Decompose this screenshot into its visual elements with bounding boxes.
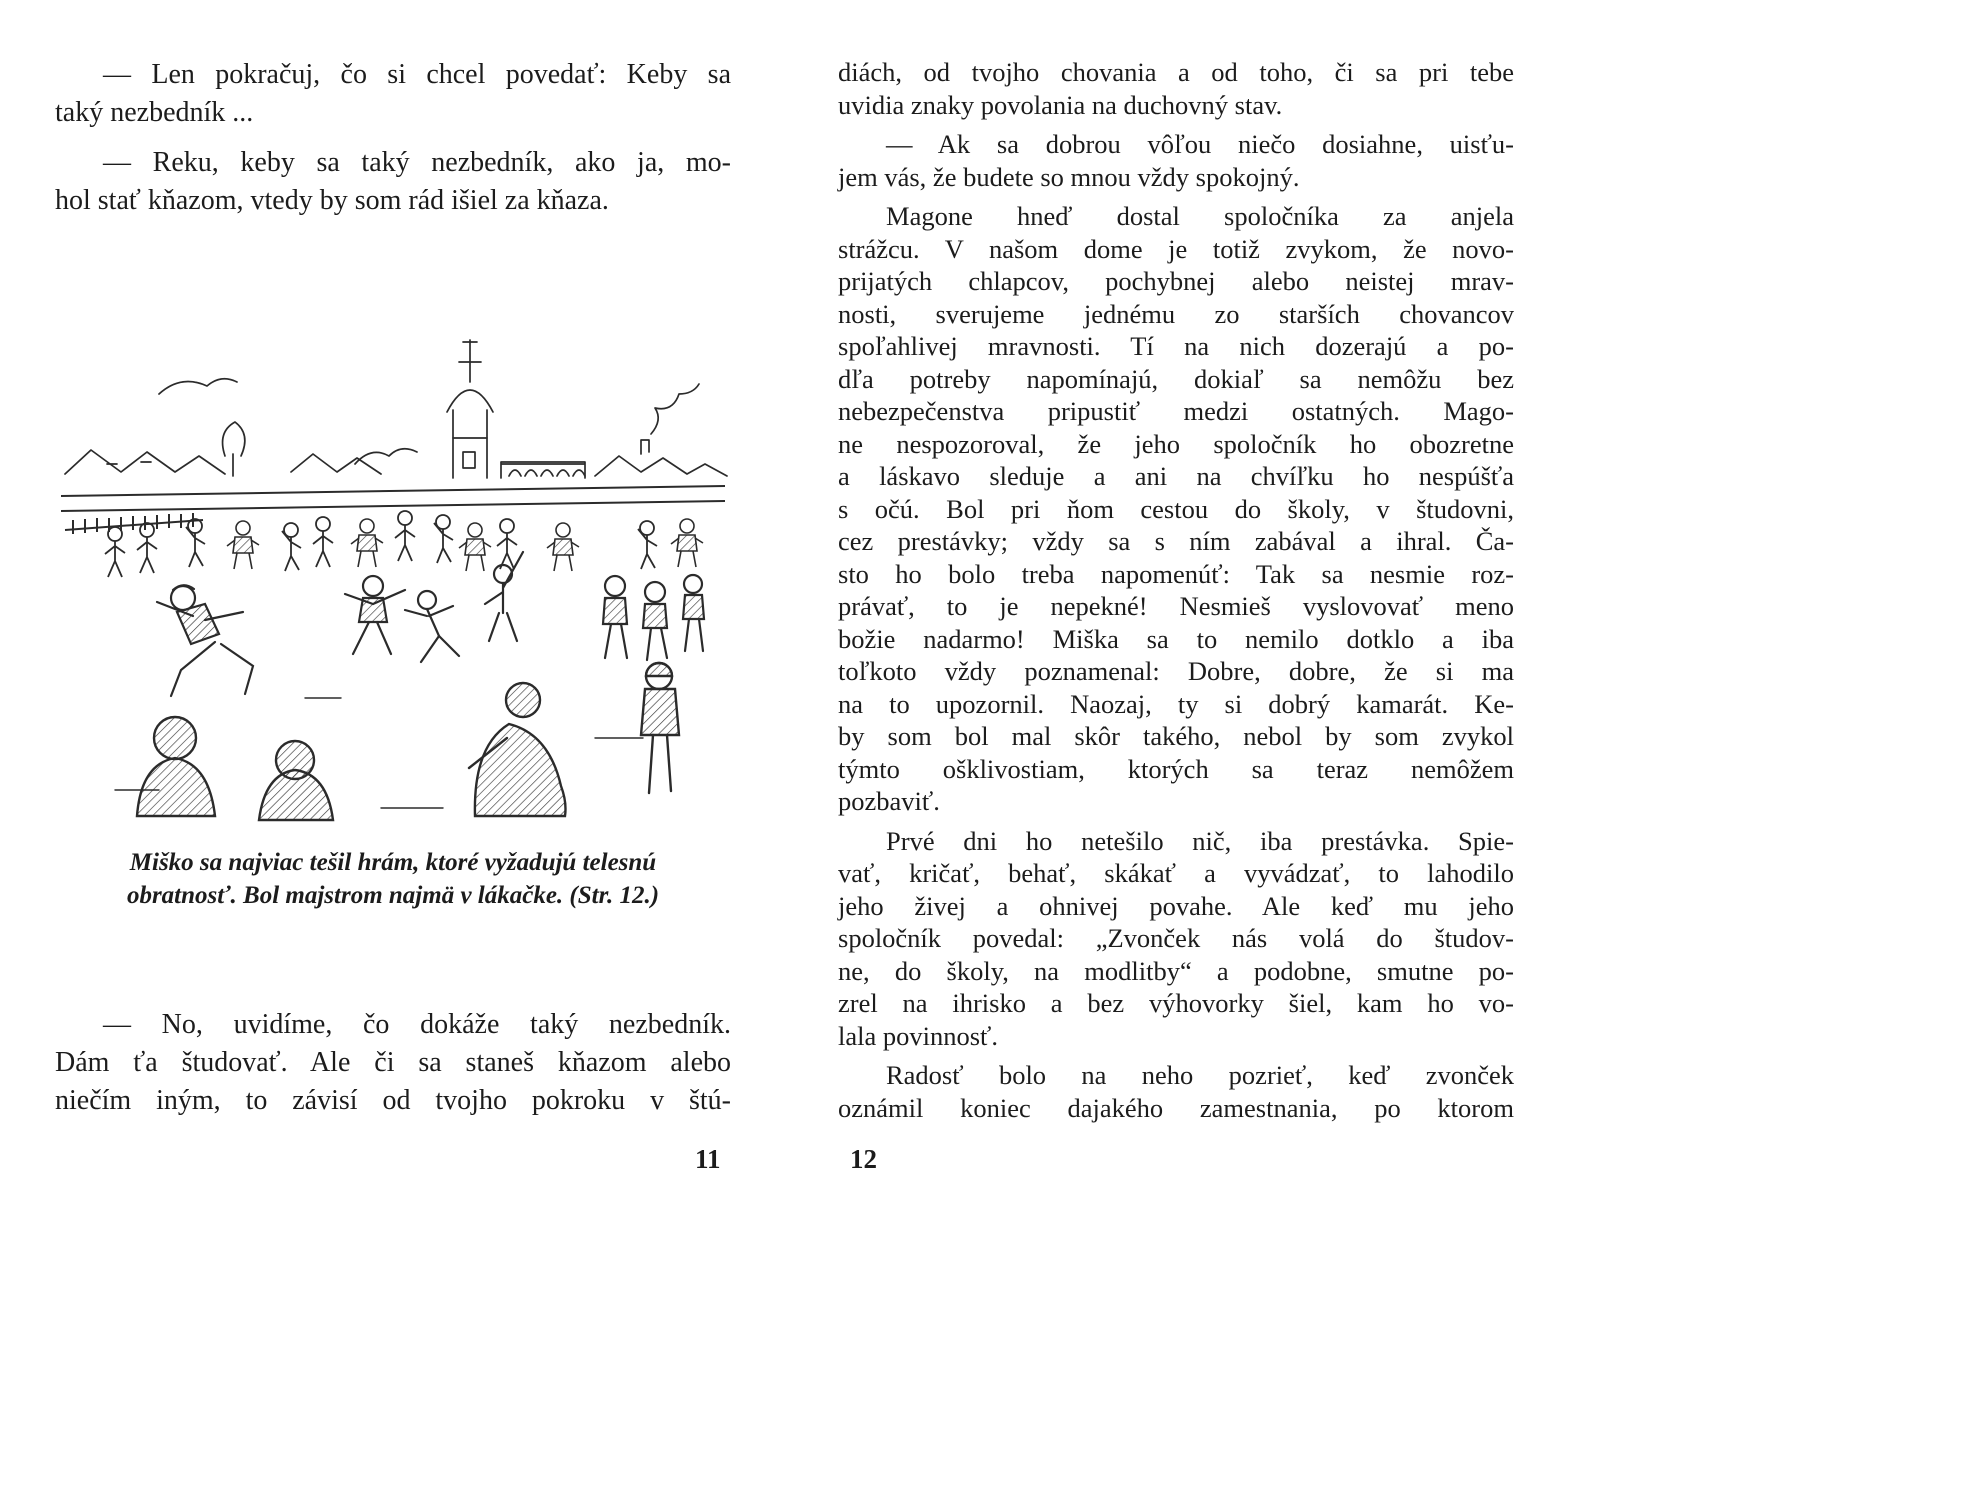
text-line: nosti, sverujeme jednému zo starších chovancov	[838, 298, 1514, 329]
paragraph	[55, 1006, 731, 1120]
illustration-foreground-figures	[115, 663, 679, 820]
paragraph	[55, 144, 731, 220]
illustration-skyline	[65, 340, 727, 478]
text-line: Magone hneď dostal spoločníka za anjela	[886, 201, 1514, 231]
left-page-top-text	[55, 56, 731, 220]
text-line: ne, do školy, na modlitby“ a podobne, smutne po-	[838, 955, 1514, 986]
text-line: by som bol mal skôr takého, nebol by som zvykol	[838, 721, 1514, 751]
text-line: Radosť bolo na neho pozrieť, keď zvonček	[886, 1060, 1514, 1090]
illustration-block	[55, 268, 731, 828]
text-line: diách, od tvojho chovania a od toho, či sa pri tebe	[838, 57, 1514, 87]
text-line: božie nadarmo! Miška sa to nemilo dotklo a iba	[838, 623, 1514, 654]
text-line: — Reku, keby sa taký nezbedník, ako ja, mo-	[103, 147, 731, 178]
text-line: uvidia znaky povolania na duchovný stav.	[838, 89, 1283, 120]
paragraph	[838, 128, 1514, 193]
text-line: jeho živej a ohnivej povahe. Ale keď mu jeho	[838, 890, 1514, 921]
text-line: na to upozornil. Naozaj, ty si dobrý kamarát. Ke-	[838, 688, 1514, 719]
page-number-left: 11	[695, 1144, 721, 1174]
text-line: týmto ošklivostiam, ktorých sa teraz nemôžem	[838, 753, 1514, 784]
text-line: prijatých chlapcov, pochybnej alebo neistej mrav-	[838, 266, 1514, 296]
text-line: sto ho bolo treba napomenúť: Tak sa nesmie roz-	[838, 558, 1514, 589]
paragraph	[838, 1059, 1514, 1124]
text-line: — Ak sa dobrou vôľou niečo dosiahne, uisťu-	[886, 129, 1514, 159]
text-line: zrel na ihrisko a bez výhovorky šiel, kam ho vo-	[838, 988, 1514, 1018]
text-line: Prvé dni ho netešilo nič, iba prestávka. Spie-	[886, 825, 1514, 856]
book-page-right	[838, 0, 1514, 1500]
paragraph	[838, 56, 1514, 121]
text-line: s očú. Bol pri ňom cestou do školy, v študovni,	[838, 493, 1514, 524]
text-line: toľkoto vždy poznamenal: Dobre, dobre, že si ma	[838, 656, 1514, 686]
paragraph	[55, 56, 731, 132]
text-line: niečím iným, to závisí od tvojho pokroku v štú-	[55, 1085, 731, 1116]
text-line: spoločník povedal: „Zvonček nás volá do študov-	[838, 923, 1514, 953]
text-line: právať, to je nepekné! Nesmieš vyslovovať meno	[838, 591, 1514, 621]
page-number-right: 12	[850, 1144, 877, 1174]
text-line: strážcu. V našom dome je totiž zvykom, že novo-	[838, 233, 1514, 264]
text-line: nebezpečenstva pripustiť medzi ostatných. Mago-	[838, 396, 1514, 426]
text-line: taký nezbedník ...	[55, 97, 254, 128]
text-line: ne nespozoroval, že jeho spoločník ho obozretne	[838, 428, 1514, 459]
book-page-left	[55, 0, 731, 1500]
text-line: hol stať kňazom, vtedy by som rád išiel za kňaza.	[55, 185, 609, 216]
illustration-players	[157, 552, 704, 696]
left-page-bottom-text	[55, 1006, 731, 1120]
paragraph	[838, 200, 1514, 818]
text-line: — Len pokračuj, čo si chcel povedať: Keby sa	[103, 59, 731, 90]
text-line: vať, kričať, behať, skákať a vyvádzať, to lahodilo	[838, 858, 1514, 888]
text-line: cez prestávky; vždy sa s ním zabával a ihral. Ča-	[838, 526, 1514, 556]
text-line: dľa potreby napomínajú, dokiaľ sa nemôžu bez	[838, 363, 1514, 394]
text-line: — No, uvidíme, čo dokáže taký nezbedník.	[103, 1009, 731, 1040]
right-page-text	[838, 56, 1514, 1124]
text-line: lala povinnosť.	[838, 1020, 998, 1051]
paragraph	[838, 825, 1514, 1053]
illustration-children-playing	[55, 268, 731, 824]
illustration-wall	[61, 486, 725, 534]
text-line: jem vás, že budete so mnou vždy spokojný.	[838, 161, 1300, 192]
illustration-caption	[55, 846, 731, 912]
text-line: a láskavo sleduje a ani na chvíľku ho nespúšťa	[838, 461, 1514, 491]
caption-line: obratnosť. Bol majstrom najmä v lákačke. (Str. 12.)	[126, 882, 660, 909]
text-line: pozbaviť.	[838, 786, 940, 816]
caption-line: Miško sa najviac tešil hrám, ktoré vyžadujú telesnú	[129, 849, 657, 876]
text-line: Dám ťa študovať. Ale či sa staneš kňazom alebo	[55, 1047, 731, 1078]
text-line: spoľahlivej mravnosti. Tí na nich dozerajú a po-	[838, 331, 1514, 361]
text-line: oznámil koniec dajakého zamestnania, po ktorom	[838, 1092, 1514, 1123]
